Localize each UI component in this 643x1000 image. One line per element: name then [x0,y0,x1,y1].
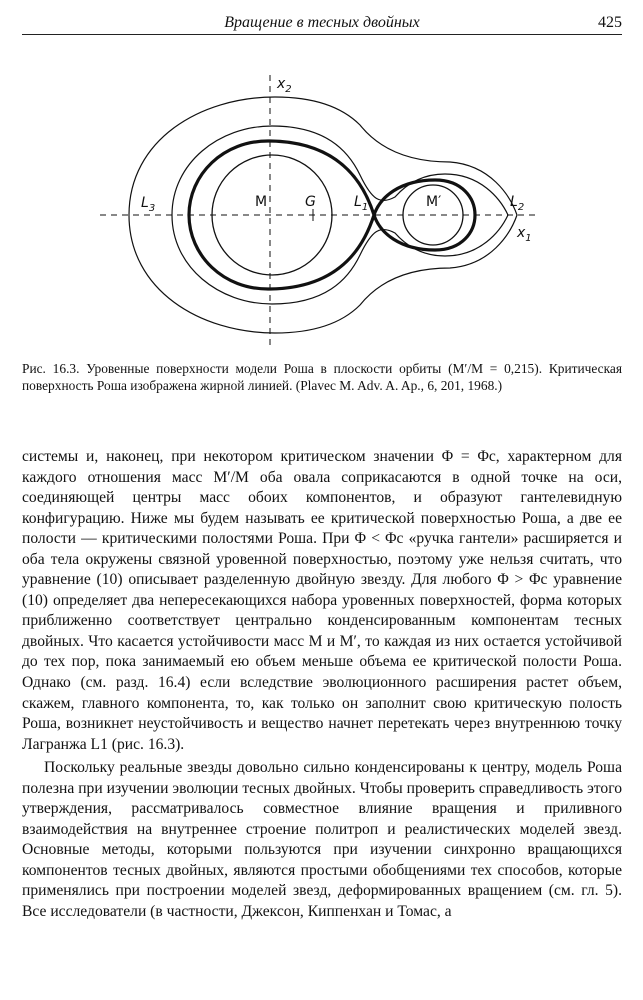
figure-caption [22,360,622,394]
m-prime-label: M′ [426,194,442,210]
x2-axis-label: $x_2$ [277,76,292,95]
paragraph-1: системы и, наконец, при некотором критическом значении Φ = Φc, характерном для каждого отношения масс M′/M оба овала соприкасаются в одной точке на оси, соединяющей центры масс обоих компонентов, и образуют гантелевидную конфигурацию. Ниже мы будем называть ее критической поверхностью Роша, а две ее полости — критическими полостями Роша. При Φ < Φc «ручка гантели» расширяется и оба тела окружены связной уровенной поверхностью, поэтому уже нельзя считать, что уравнение (10) описывает разделенную двойную звезду. Для любого Φ > Φc уравнение (10) определяет два непересекающихся набора уровенных поверхностей, форма которых приближенно соответствует центрально конденсированным компонентам тесных двойных. Что касается устойчивости масс M и M′, то каждая из них остается устойчивой до тех пор, пока занимаемый ею объем меньше объема ее критической полости Роша. Однако (см. разд. 16.4) если вследствие эволюционного расширения растет объем, скажем, главного компонента, то, как только он заполнит свою критическую полость Роша, возникнет неустойчивость и вещество начнет перетекать через внутреннюю точку Лагранжа L1 (рис. 16.3). [22,448,622,753]
roche-lobe-figure [0,40,643,360]
paragraph-2: Поскольку реальные звезды довольно сильно конденсированы к центру, модель Роша полезна при изучении эволюции тесных двойных. Чтобы проверить справедливость этого утверждения, рассматривалось совместное влияние вращения и приливного взаимодействия на внутреннее строение политроп и реалистических моделей звезд. Основные методы, которыми пользуются при изучении синхронно вращающихся компонентов тесных двойных, являются простыми обобщениями тех способов, которые применялись при построении моделей звезд, деформированных вращением (см. гл. 5). Все исследователи (в частности, Джексон, Киппенхан и Томас, а [22,759,622,921]
l3-label: $L_3$ [141,195,156,214]
caption-text: Рис. 16.3. Уровенные поверхности модели Роша в плоскости орбиты (M′/M = 0,215). Критическая поверхность Роша изображена жирной линией. (Plavec M. Adv. A. Ap., 6, 201, 1968.) [22,361,622,393]
running-title: Вращение в тесных двойных [224,14,420,31]
x1-axis-label: $x_1$ [517,225,532,244]
g-label: G [305,194,316,210]
body-text [22,447,622,923]
page-header [22,12,622,35]
page-number: 425 [598,14,622,31]
m-label: M [255,194,268,210]
l2-label: $L_2$ [510,194,525,213]
l1-label: $L_1$ [354,194,369,213]
